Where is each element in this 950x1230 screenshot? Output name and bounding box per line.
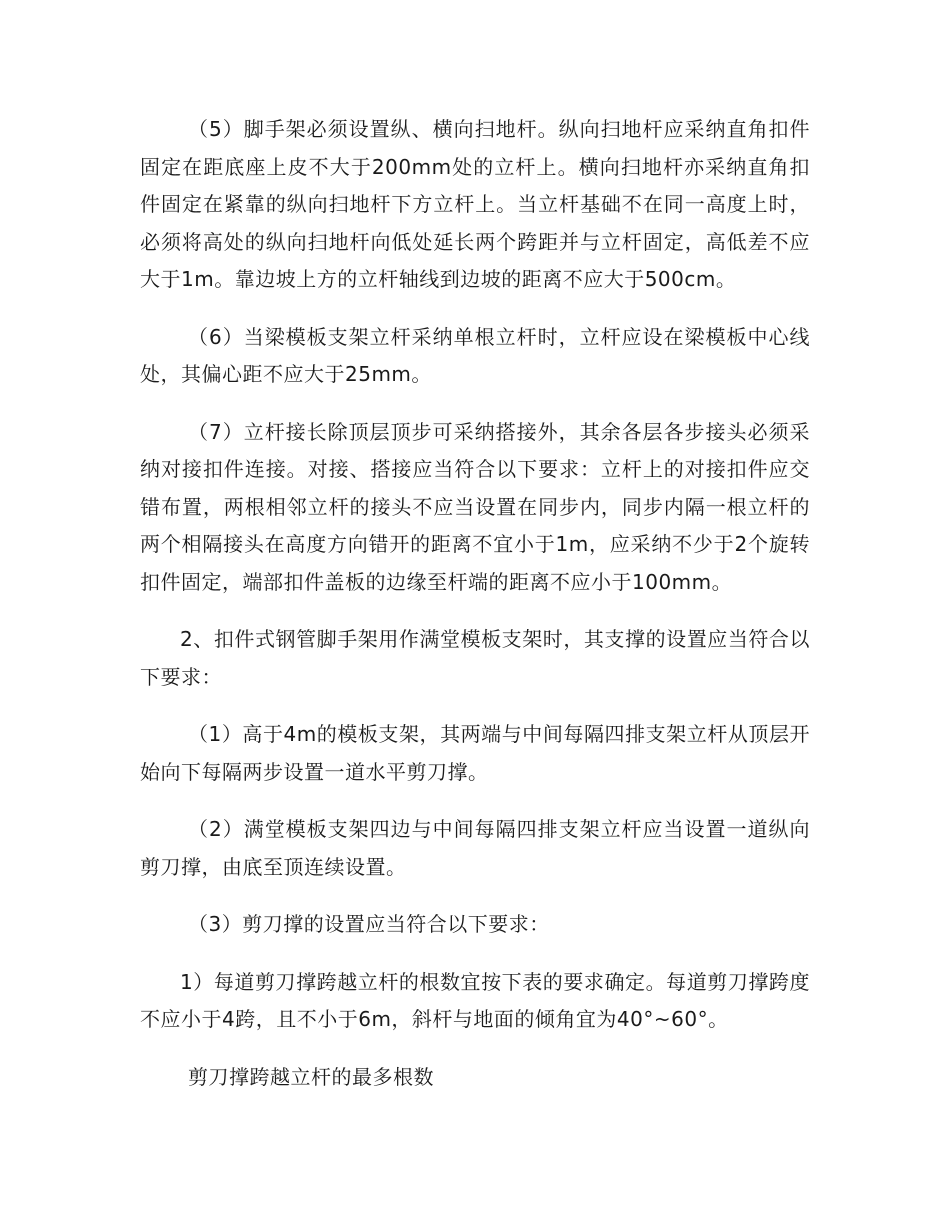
paragraph-item-7: （7）立杆接长除顶层顶步可采纳搭接外，其余各层各步接头必须采纳对接扣件连接。对接、搭接应当符合以下要求：立杆上的对接扣件应交错布置，两根相邻立杆的接头不应当设置在同步内，同步内隔一根立杆的两个相隔接头在高度方向错开的距离不宜小于1m，应采纳不少于2个旋转扣件固定，端部扣件盖板的边缘至杆端的距离不应小于100mm。: [140, 419, 810, 594]
paragraph-subitem-1: （1）高于4m的模板支架，其两端与中间每隔四排支架立杆从顶层开始向下每隔两步设置一道水平剪刀撑。: [140, 722, 810, 784]
table-caption: 剪刀撑跨越立杆的最多根数: [188, 1064, 434, 1089]
document-page: [140, 111, 810, 1096]
paragraph-subitem-3: （3）剪刀撑的设置应当符合以下要求：: [188, 912, 550, 936]
paragraph-rule-1: 1）每道剪刀撑跨越立杆的根数宜按下表的要求确定。每道剪刀撑跨度不应小于4跨，且不小于6m，斜杆与地面的倾角宜为40°~60°。: [140, 969, 810, 1031]
paragraph-section-2: 2、扣件式钢管脚手架用作满堂模板支架时，其支撑的设置应当符合以下要求：: [140, 627, 810, 689]
paragraph-item-5: （5）脚手架必须设置纵、横向扫地杆。纵向扫地杆应采纳直角扣件固定在距底座上皮不大于200mm处的立杆上。横向扫地杆亦采纳直角扣件固定在紧靠的纵向扫地杆下方立杆上。当立杆基础不在同一高度上时，必须将高处的纵向扫地杆向低处延长两个跨距并与立杆固定，高低差不应大于1m。靠边坡上方的立杆轴线到边坡的距离不应大于500cm。: [140, 117, 810, 291]
paragraph-subitem-2: （2）满堂模板支架四边与中间每隔四排支架立杆应当设置一道纵向剪刀撑，由底至顶连续设置。: [140, 817, 810, 879]
paragraph-item-6: （6）当梁模板支架立杆采纳单根立杆时，立杆应设在梁模板中心线处，其偏心距不应大于25mm。: [140, 324, 810, 386]
